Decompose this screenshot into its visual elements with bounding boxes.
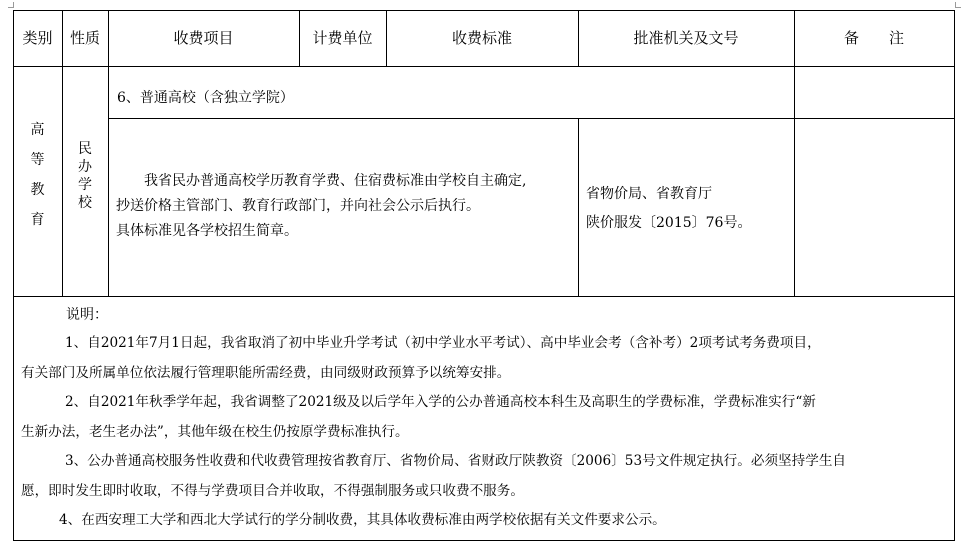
approval-content [586,184,751,242]
note-line: 1、自2021年7月1日起，我省取消了初中毕业升学考试（初中学业水平考试）、高中毕业会考（含补考）2项考试考务费项目， [65,335,821,351]
notes-bottom-border [13,540,955,541]
header-approval-authority: 批准机关及文号 [633,29,739,47]
nature-char: 民 [78,141,92,157]
section-title: 6、普通高校（含独立学院） [117,90,294,106]
header-fee-standard: 收费标准 [451,29,512,47]
table-left-border [13,10,14,541]
page-corner-mark-left [8,2,14,8]
header-nature: 性质 [69,29,100,47]
note-line: 愿，即时发生即时收取，不得与学费项目合并收取，不得强制服务或只收费不服务。 [21,482,524,499]
notes-body [21,333,846,540]
nature-char: 校 [78,195,92,211]
note-line: 3、公办普通高校服务性收费和代收费管理按省教育厅、省物价局、省财政厅陕教资〔2006〕53号文件规定执行。必须坚持学生自 [65,453,847,469]
page-corner-mark-right [955,2,961,8]
col-divider-approval [794,10,795,296]
note-line: 2、自2021年秋季学年起，我省调整了2021级及以后学年入学的公办普通高校本科生及高职生的学费标准，学费标准实行“新 [65,394,816,410]
nature-char: 办 [78,159,92,175]
table-top-border [13,10,955,11]
header-billing-unit: 计费单位 [312,29,373,47]
section-title-bottom-border [108,118,955,119]
note-line: 有关部门及所属单位依法履行管理职能所需经费，由同级财政预算予以统筹安排。 [21,364,511,381]
fee-standard-content [116,171,526,246]
content-line: 具体标准见各学校招生简章。 [116,223,298,239]
content-line: 抄送价格主管部门、教育行政部门，并向社会公示后执行。 [116,198,480,214]
nature-vertical-label [62,140,108,212]
col-divider-standard-body [578,118,579,296]
note-line: 生新办法，老生老办法”，其他年级在校生仍按原学费标准执行。 [21,423,409,440]
header-bottom-border [13,66,955,67]
category-char: 育 [30,212,45,228]
approval-line: 省物价局、省教育厅 [586,186,712,202]
category-char: 教 [30,182,45,198]
category-char: 高 [30,122,45,138]
col-divider-nature [108,10,109,296]
header-remarks: 备 注 [843,29,904,47]
content-line: 我省民办普通高校学历教育学费、住宿费标准由学校自主确定, [116,173,527,189]
nature-char: 学 [78,177,92,193]
category-vertical-label [13,118,62,238]
approval-line: 陕价服发〔2015〕76号。 [586,215,752,231]
header-fee-item: 收费项目 [173,29,234,47]
notes-title: 说明： [66,307,108,323]
category-char: 等 [30,152,45,168]
header-category: 类别 [22,29,53,47]
table-right-border [954,10,955,541]
note-line: 4、在西安理工大学和西北大学试行的学分制收费，其具体收费标准由两学校依据有关文件要求公示。 [59,512,666,528]
table-body-bottom-border [13,296,955,297]
